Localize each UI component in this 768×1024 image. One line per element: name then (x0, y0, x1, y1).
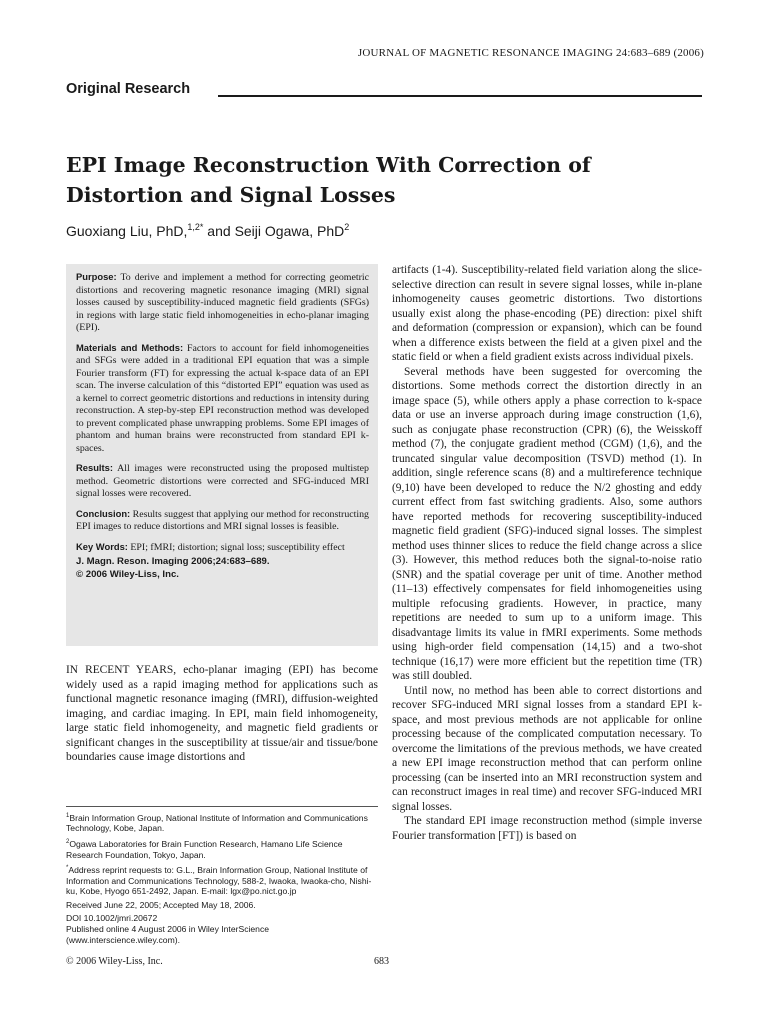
body-column-right (392, 263, 702, 843)
abstract-label: Results: (76, 462, 113, 473)
body-paragraph: Until now, no method has been able to correct distortions and recover SFG-induced MRI signal losses from a standard EPI k-space, and most previous methods are not applicable for online processing because of the complicated computation necessary. To overcome the limitations of the previous methods, we have created a new EPI image reconstruction method that can perform online processing (can be inserted into an MRI reconstruction system and can reconstruct images in real time) and recover SFG-induced MRI signal losses. (392, 684, 702, 813)
footnote-text: Brain Information Group, National Institute of Information and Communications Technology, Kobe, Japan. (66, 812, 368, 834)
body-column-left (66, 663, 378, 765)
abstract-text: All images were reconstructed using the proposed multistep method. Geometric distortions were corrected and SFG-induced MRI signal losses were recovered. (76, 463, 369, 499)
footnote (66, 863, 378, 897)
journal-header: JOURNAL OF MAGNETIC RESONANCE IMAGING 24:683–689 (2006) (357, 47, 704, 59)
footnote-mark: 2 (66, 839, 70, 846)
section-rule (218, 95, 702, 97)
footnote (66, 837, 378, 860)
article-title: EPI Image Reconstruction With Correction of Distortion and Signal Losses (66, 153, 591, 207)
abstract-methods (76, 342, 369, 456)
footnote-text: Ogawa Laboratories for Brain Function Research, Hamano Life Science Research Foundation, Tokyo, Japan. (66, 838, 343, 860)
author-affiliation-mark: 2 (344, 222, 350, 232)
abstract-text: Results suggest that applying our method for reconstructing EPI images to reduce distortions and MRI signal losses is feasible. (76, 508, 369, 532)
body-paragraph: Several methods have been suggested for overcoming the distortions. Some methods correct the distortion directly in an image space (5), while others apply a phase correction to k-space data or use an inverse approach during image construction (1,6), such as conjugate phase reconstruction (CPR) (6), the Weisskoff method (7), the conjugate gradient method (CGM) (1,6), and the truncated singular value decomposition (TSVD) method (1). In addition, single reference scans (8) and a multireference technique (9,10) have been developed to reduce the N/2 ghosting and eddy current effect from fast switching gradients. Also, some authors have reported methods for recovering susceptibility-induced magnetic field gradient (SFG)-induced signal losses. The simplest method uses thinner slices to reduce the field change across a slice (3). However, this method reduces both the signal-to-noise ratio (SNR) and the spatial coverage per unit of time. Another method (11–13) effectively compensates for field inhomogeneities using multiple refocusing gradients. However, in practice, many repetitions are needed to sum up to a uniform image. This disadvantage limits its value in fMRI experiments. Some methods using high-order field compensation (14,15) and a two-shot technique (16,17) were more efficient but the repetition time (TR) was still doubled. (392, 365, 702, 682)
footer-copyright: © 2006 Wiley-Liss, Inc. (66, 956, 163, 967)
author-name: Guoxiang Liu, PhD, (66, 223, 188, 239)
footnote-mark: 1 (66, 813, 70, 819)
author-affiliation-mark: 1,2* (187, 222, 204, 232)
abstract-label: Key Words: (76, 540, 128, 552)
author-name: Seiji Ogawa, PhD (234, 223, 345, 239)
abstract-citation: J. Magn. Reson. Imaging 2006;24:683–689. (76, 556, 270, 567)
abstract-label: Purpose: (76, 271, 117, 282)
abstract-box (66, 264, 378, 646)
section-label: Original Research (66, 81, 191, 97)
abstract-label: Conclusion: (76, 507, 131, 519)
body-paragraph: The standard EPI image reconstruction method (simple inverse Fourier transformation [FT]) is based on (392, 815, 702, 842)
abstract-text: Factors to account for field inhomogeneities and SFGs were added in a traditional EPI equation that was a simple Fourier transform (FT) for expressing the actual k-space data of an EPI scan. The inverse calculation of this “distorted EPI” equation was used as a kernel to correct geometric distortions and reductions in intensity during reconstruction. A step-by-step EPI reconstruction method was developed to prevent complicated phase unwrapping problems. Some EPI images of phantom and human brains were reconstructed from standard EPI k-spaces. (76, 342, 370, 454)
page-number: 683 (374, 956, 389, 967)
footnotes (66, 806, 378, 948)
abstract-text: EPI; fMRI; distortion; signal loss; susceptibility effect (127, 541, 345, 553)
abstract-results (76, 462, 369, 501)
body-paragraph: artifacts (1-4). Susceptibility-related field variation along the slice-selective direction can result in severe signal losses, while in-plane inhomogeneity causes geometric distortions. Two distortions usually exist along the phase-encoding (PE) direction: pixel shift and deformation (compression or expansion), which can be found when a difference exists between the field at a given pixel and the static field or when a field gradient exists across individual pixels. (392, 264, 702, 363)
abstract-label: Materials and Methods: (76, 341, 184, 353)
footnote-doi: DOI 10.1002/jmri.20672 Published online 4 August 2006 in Wiley InterScience (www.interscience.wiley.com). (66, 913, 270, 945)
footnote (66, 811, 378, 834)
abstract-conclusion (76, 508, 369, 534)
section-heading (66, 81, 702, 101)
abstract-purpose (76, 271, 369, 335)
author-line (66, 222, 349, 239)
footnote-received: Received June 22, 2005; Accepted May 18, 2006. (66, 899, 256, 910)
body-paragraph: IN RECENT YEARS, echo-planar imaging (EPI) has become widely used as a rapid imaging method for applications such as functional magnetic resonance imaging (fMRI), diffusion-weighted imaging, and cardiac imaging. In EPI, main field inhomogeneity, large static field inhomogeneity, and magnetic field gradients or significant changes in the susceptibility at tissue/air and tissue/bone boundaries cause image distortions and (66, 664, 378, 763)
abstract-keywords (76, 541, 369, 555)
abstract-copyright: © 2006 Wiley-Liss, Inc. (76, 568, 179, 580)
footnote-mark: * (66, 865, 69, 872)
author-separator: and (203, 223, 235, 239)
abstract-text: To derive and implement a method for correcting geometric distortions and recovering magnetic resonance imaging (MRI) signal losses caused by susceptibility-induced magnetic field gradients (SFGs) in regions with large static field inhomogeneities in echo-planar imaging (EPI). (76, 272, 369, 333)
footnote-text: Address reprint requests to: G.L., Brain Information Group, National Institute of Information and Communications Technology, 588-2, Iwaoka, Iwaoka-cho, Nishi-ku, Kobe, Hyogo 651-2492, Japan. E-mail: lgx@po.nict.go.jp (66, 864, 372, 897)
